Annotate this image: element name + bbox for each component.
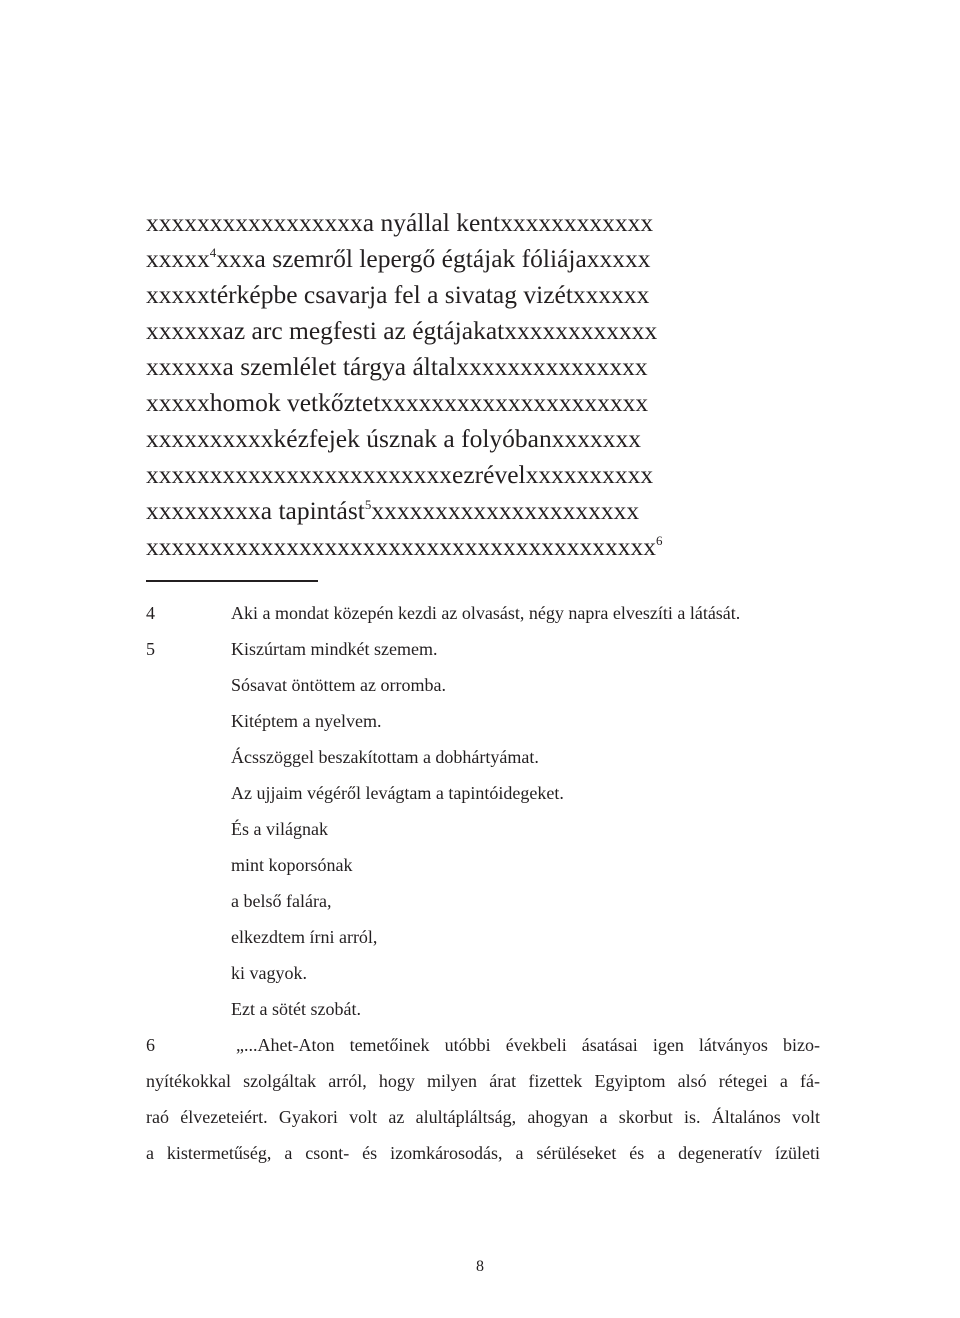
footnote-line: „...Ahet-Aton temetőinek utóbbi évekbeli ásatásai igen látványos bizo- [236,1035,820,1055]
page-number: 8 [476,1258,484,1275]
poem-line-text: xxxxxtérképbe csavarja fel a sivatag vizétxxxxxx [146,280,650,309]
poem-line-text: xxxxxxxxxa tapintást [146,496,365,525]
footnote-line: mint koporsónak [231,855,353,875]
footnote-line: a belső falára, [231,891,332,911]
footnote-line: elkezdtem írni arról, [231,927,378,947]
footnote-line: Ezt a sötét szobát. [231,999,361,1019]
footnote-line: ki vagyok. [231,963,307,983]
poem-line-text: xxxxxxaz arc megfesti az égtájakatxxxxxxxxxxxx [146,316,658,345]
footnote-line: a kistermetűség, a csont- és izomkárosodás, a sérüléseket és a degeneratív ízületi [146,1143,820,1163]
footnote-number: 6 [146,1035,155,1055]
footnote-line: Ácsszöggel beszakítottam a dobhártyámat. [231,747,539,767]
footnote-line: raó élvezeteiért. Gyakori volt az alultápláltság, ahogyan a skorbut is. Általános volt [146,1107,820,1127]
poem-line: xxxxxxxxxa tapintást 5 xxxxxxxxxxxxxxxxxxxxx [146,493,826,529]
footnote-5 [146,631,820,1027]
poem-line [146,421,826,457]
poem-line [146,277,826,313]
poem-line-text: xxxxxhomok vetkőztetxxxxxxxxxxxxxxxxxxxxx [146,388,649,417]
footnote-line: És a világnak [231,819,328,839]
footnote-line: Kitéptem a nyelvem. [231,711,382,731]
footnote-6 [146,1027,820,1171]
poem-line-text: xxxxxxa szemlélet tárgya általxxxxxxxxxxxxxxx [146,352,648,381]
poem-line: xxxxx 4 xxxa szemről lepergő égtájak fóliájaxxxxx [146,241,826,277]
poem-line-text: xxxxxxxxxxxxxxxxxxxxxxxxezrévelxxxxxxxxxx [146,460,654,489]
footnote-line: Kiszúrtam mindkét szemem. [231,639,438,659]
poem-line [146,313,826,349]
footnote-number: 5 [146,639,155,659]
poem-line-text: xxxxxxxxxxxxxxxxxxxxx [371,496,640,525]
poem-line [146,205,826,241]
poem-line-text: xxxxxxxxxxxxxxxxxxxxxxxxxxxxxxxxxxxxxxxx [146,532,656,561]
poem-line: xxxxxxxxxxxxxxxxxxxxxxxxxxxxxxxxxxxxxxxx 6 [146,529,826,565]
poem-line [146,385,826,421]
poem-block [146,205,826,565]
footnote-4 [146,595,820,631]
poem-line [146,457,826,493]
poem-line-text: xxxxx [146,244,210,273]
poem-line-text: xxxa szemről lepergő égtájak fóliájaxxxxx [216,244,651,273]
footnote-line: Sósavat öntöttem az orromba. [231,675,446,695]
poem-line-text: xxxxxxxxxxxxxxxxxa nyállal kentxxxxxxxxxxxx [146,208,654,237]
footnote-text: Aki a mondat közepén kezdi az olvasást, négy napra elveszíti a látását. [231,603,741,623]
footnote-number: 4 [146,603,155,623]
footnote-separator [146,580,318,582]
poem-line [146,349,826,385]
footnote-line: nyítékokkal szolgáltak arról, hogy milyen árat fizettek Egyiptom alsó rétegei a fá- [146,1071,820,1091]
footnote-line: Az ujjaim végéről levágtam a tapintóidegeket. [231,783,564,803]
poem-line-text: xxxxxxxxxxkézfejek úsznak a folyóbanxxxxxxx [146,424,641,453]
